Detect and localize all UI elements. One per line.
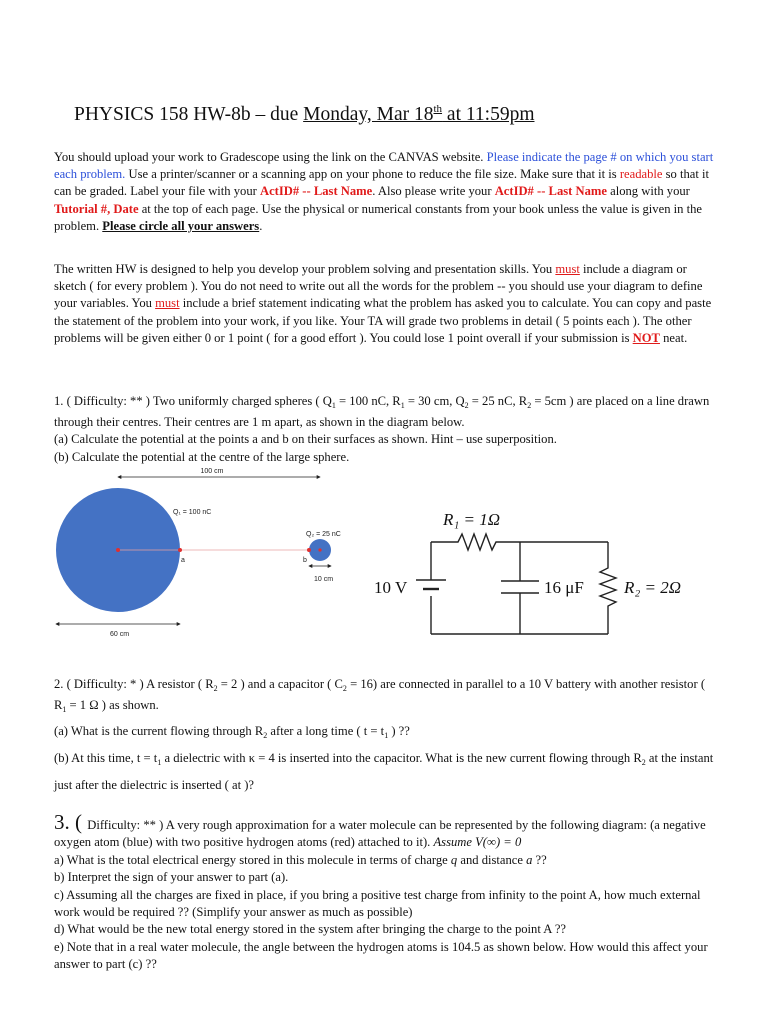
p1-sub: 2 — [464, 401, 469, 410]
problem-1 — [54, 393, 718, 466]
distance-label: 100 cm — [200, 468, 224, 475]
p2-sub: 2 — [263, 731, 268, 740]
p3-paren: ( — [69, 810, 88, 834]
small-diameter-label: 10 cm — [314, 576, 334, 583]
p2-text: = 2 ) and a capacitor ( C — [217, 677, 343, 691]
due-time-text: at 11:59pm — [442, 104, 535, 125]
title-due-day — [303, 104, 534, 125]
p3-question-a: ?? — [532, 852, 547, 867]
p2-question-a: after a long time ( t = t — [267, 724, 385, 738]
p1-sub: 1 — [331, 401, 336, 410]
p2-question-b: (b) At this time, t = t — [54, 751, 158, 765]
p3-question-a: a) What is the total electrical energy stored in this molecule in terms of charge — [54, 852, 451, 867]
written-text: The written HW is designed to help you develop your problem solving and presentation skills. You — [54, 262, 556, 276]
instr-text: along with your — [606, 184, 690, 199]
written-must: must — [155, 296, 180, 311]
instr-text: . — [259, 218, 263, 233]
p1-sub: 1 — [400, 401, 405, 410]
p1-question-a: (a) Calculate the potential at the points a and b on their surfaces as shown. Hint – use superposition. — [54, 432, 557, 447]
p2-sub: 1 — [62, 705, 67, 715]
p1-text: 1. ( Difficulty: ** ) Two uniformly charged spheres ( Q — [54, 394, 332, 408]
p2-text: = 1 Ω ) as shown. — [66, 698, 159, 713]
instr-text: at the top of each page. Use the physical or numerical constants from your book unless the value is given in the problem. — [54, 201, 702, 233]
p3-assume: Assume V(∞) = 0 — [433, 835, 522, 850]
due-day-suffix: th — [433, 103, 443, 115]
point-b — [307, 548, 311, 552]
p2-text: 2. ( Difficulty: * ) A resistor ( R — [54, 677, 214, 691]
p1-sub: 2 — [527, 401, 532, 410]
problem-2-questions — [54, 720, 718, 796]
instr-text: . Also please write your — [372, 184, 495, 199]
capacitor-label: 16 μF — [544, 578, 584, 597]
written-hw-paragraph — [54, 261, 718, 347]
written-must: must — [555, 262, 580, 276]
instr-text: Use a printer/scanner or a scanning app on your phone to reduce the file size. Make sure that it is — [125, 167, 620, 182]
battery-label: 10 V — [374, 578, 408, 597]
instructions-paragraph — [54, 149, 718, 235]
instr-tutorial: Tutorial #, Date — [54, 201, 139, 216]
r2-label: R₂ = 2Ω — [624, 578, 682, 597]
p2-sub: 1 — [384, 731, 389, 740]
p3-text: Difficulty: ** ) A very rough approximation for a water molecule can be represented by the following diagram: (a negative oxygen atom (blue) with two positive hydrogen atoms (red) attached to it). — [54, 818, 706, 850]
p2-text: = 16) are connected in parallel to a 10 V battery with another resistor ( R — [54, 677, 706, 713]
page-title — [74, 96, 754, 128]
due-day-text: Monday, Mar 18 — [303, 104, 434, 125]
point-a-label: a — [181, 557, 185, 564]
p2-question-b: at the instant just after the dielectric is inserted ( at )? — [54, 751, 714, 792]
p1-text: = 5cm ) are placed on a line drawn through their centres. Their centres are 1 m apart, as shown in the diagram below. — [54, 394, 710, 430]
p3-question-b: b) Interpret the sign of your answer to part (a). — [54, 870, 289, 885]
r2-resistor — [600, 542, 616, 634]
instr-circle-answers: Please circle all your answers — [102, 218, 260, 233]
r1-label: R₁ = 1Ω — [443, 510, 501, 529]
p1-question-b: (b) Calculate the potential at the centre of the large sphere. — [54, 449, 350, 464]
p3-number: 3. — [54, 810, 70, 834]
center-charge-small — [318, 548, 321, 551]
p3-var-a: a — [526, 852, 533, 867]
p2-sub: 2 — [342, 684, 347, 693]
center-charge-large — [116, 548, 120, 552]
written-text: neat. — [659, 330, 688, 345]
p1-text: = 30 cm, Q — [404, 394, 465, 408]
p2-sub: 1 — [157, 758, 162, 767]
p2-sub: 2 — [641, 758, 646, 767]
written-text: include a brief statement indicating what the problem has asked you to calculate. You can copy and paste the statement of the problem into your work, if you like. Your TA will grade two problems in detail ( 5 points each ). The other problems will be given either 0 or 1 point ( for a good effort ). You could lose 1 point overall if your submission is — [54, 296, 712, 345]
instr-page-note: Please indicate the page # on which you start each problem. — [54, 150, 714, 182]
point-a — [178, 548, 182, 552]
p2-question-a: (a) What is the current flowing through R — [54, 724, 264, 738]
p3-var-q: q — [450, 852, 458, 867]
p2-question-b: a dielectric with κ = 4 is inserted into the capacitor. What is the new current flowing through R — [161, 751, 642, 765]
spheres-diagram — [50, 468, 341, 644]
instr-readable: readable — [619, 167, 663, 182]
large-diameter-label: 60 cm — [110, 631, 130, 638]
title-course: PHYSICS 158 HW-8b – due — [74, 104, 304, 125]
p3-question-d: d) What would be the new total energy stored in the system after bringing the charge to the point A ?? — [54, 922, 567, 937]
q1-label: Q₁ = 100 nC — [173, 509, 212, 516]
q2-label: Q₂ = 25 nC — [306, 531, 341, 538]
point-b-label: b — [303, 557, 307, 564]
p2-sub: 2 — [213, 684, 218, 693]
instr-text: You should upload your work to Gradescope using the link on the CANVAS website. — [54, 150, 487, 164]
written-not: NOT — [632, 330, 660, 345]
p1-text: = 25 nC, R — [468, 394, 528, 408]
instr-actid: ActID# -- Last Name — [259, 184, 373, 199]
p1-text: = 100 nC, R — [335, 394, 401, 408]
instr-text: so that it can be graded. Label your file with your — [54, 167, 710, 199]
p3-question-e: e) Note that in a real water molecule, the angle between the hydrogen atoms is 104.5 as shown below. How would this affect your answer to part (c) ?? — [54, 939, 708, 972]
p3-question-c: c) Assuming all the charges are fixed in place, if you bring a positive test charge from infinity to the point A, how much external work would be required ?? (Simplify your answer as much as possible) — [54, 887, 701, 920]
written-text: include a diagram or sketch ( for every problem ). You do not need to write out all the words for the problem -- you should use your diagram to define your variables. You — [54, 262, 703, 311]
p3-question-a: and distance — [457, 852, 527, 867]
circuit-diagram — [368, 500, 718, 640]
instr-actid: ActID# -- Last Name — [494, 184, 607, 199]
problem-3 — [54, 810, 718, 974]
problem-2 — [54, 676, 718, 718]
p2-question-a: ) ?? — [388, 724, 410, 738]
